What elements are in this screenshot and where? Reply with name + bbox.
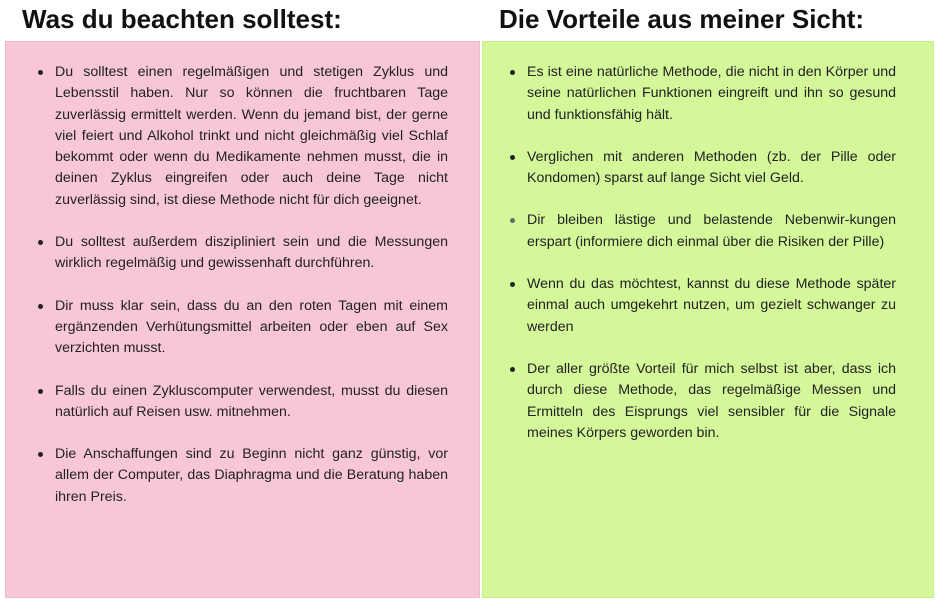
list-item	[38, 232, 448, 275]
list-item	[510, 62, 896, 126]
list-item	[38, 296, 448, 360]
heading-considerations: Was du beachten solltest:	[22, 4, 342, 34]
list-item-text: Falls du einen Zykluscomputer verwendest, musst du diesen natürlich auf Reisen usw. mitnehmen.	[55, 382, 448, 420]
list-item	[510, 274, 896, 338]
considerations-list	[38, 62, 448, 529]
bullet-icon	[510, 155, 515, 160]
bullet-icon	[38, 452, 43, 457]
heading-advantages: Die Vorteile aus meiner Sicht:	[499, 4, 865, 34]
bullet-icon	[38, 389, 43, 394]
list-item-text: Du solltest außerdem diszipliniert sein und die Messungen wirklich regelmäßig und gewissenhaft durchführen.	[55, 234, 448, 272]
list-item-text: Es ist eine natürliche Methode, die nicht in den Körper und seine natürlichen Funktionen eingreift und ihn so gesund und funktionsfähig hält.	[527, 64, 896, 123]
bullet-icon	[38, 70, 43, 75]
considerations-panel	[5, 41, 480, 598]
list-item	[38, 62, 448, 211]
list-item	[38, 444, 448, 508]
advantages-list	[510, 62, 896, 465]
list-item	[510, 210, 896, 253]
list-item-text: Dir bleiben lästige und belastende Nebenwir-kungen erspart (informiere dich einmal über die Risiken der Pille)	[527, 212, 896, 250]
list-item-text: Wenn du das möchtest, kannst du diese Methode später einmal auch umgekehrt nutzen, um gezielt schwanger zu werden	[527, 276, 896, 335]
bullet-icon	[510, 70, 515, 75]
list-item-text: Die Anschaffungen sind zu Beginn nicht ganz günstig, vor allem der Computer, das Diaphragma und die Beratung haben ihren Preis.	[55, 446, 448, 505]
list-item	[510, 147, 896, 190]
bullet-icon	[38, 240, 43, 245]
list-item-text: Der aller größte Vorteil für mich selbst ist aber, dass ich durch diese Methode, das regelmäßige Messen und Ermitteln des Eisprungs viel sensibler für die Signale meines Körpers geworden bin.	[527, 360, 896, 441]
bullet-icon	[510, 218, 515, 223]
list-item	[38, 381, 448, 424]
bullet-icon	[38, 304, 43, 309]
bullet-icon	[510, 282, 515, 287]
list-item	[510, 359, 896, 444]
list-item-text: Dir muss klar sein, dass du an den roten Tagen mit einem ergänzenden Verhütungsmittel arbeiten oder eben auf Sex verzichten musst.	[55, 297, 448, 357]
bullet-icon	[510, 367, 515, 372]
list-item-text: Du solltest einen regelmäßigen und stetigen Zyklus und Lebensstil haben. Nur so können die fruchtbaren Tage zuverlässig ermittelt werden. Wenn du jemand bist, der gerne viel feiert und Alkohol trinkt und nicht gleichmäßig viel Schlaf bekommt oder wenn du Medikamente nehmen musst, die in deinen Zyklus eingreifen oder auch deine Tage nicht zuverlässig sind, ist diese Methode nicht für dich geeignet.	[55, 64, 448, 208]
list-item-text: Verglichen mit anderen Methoden (zb. der Pille oder Kondomen) sparst auf lange Sicht viel Geld.	[527, 148, 896, 187]
advantages-panel	[482, 41, 934, 598]
